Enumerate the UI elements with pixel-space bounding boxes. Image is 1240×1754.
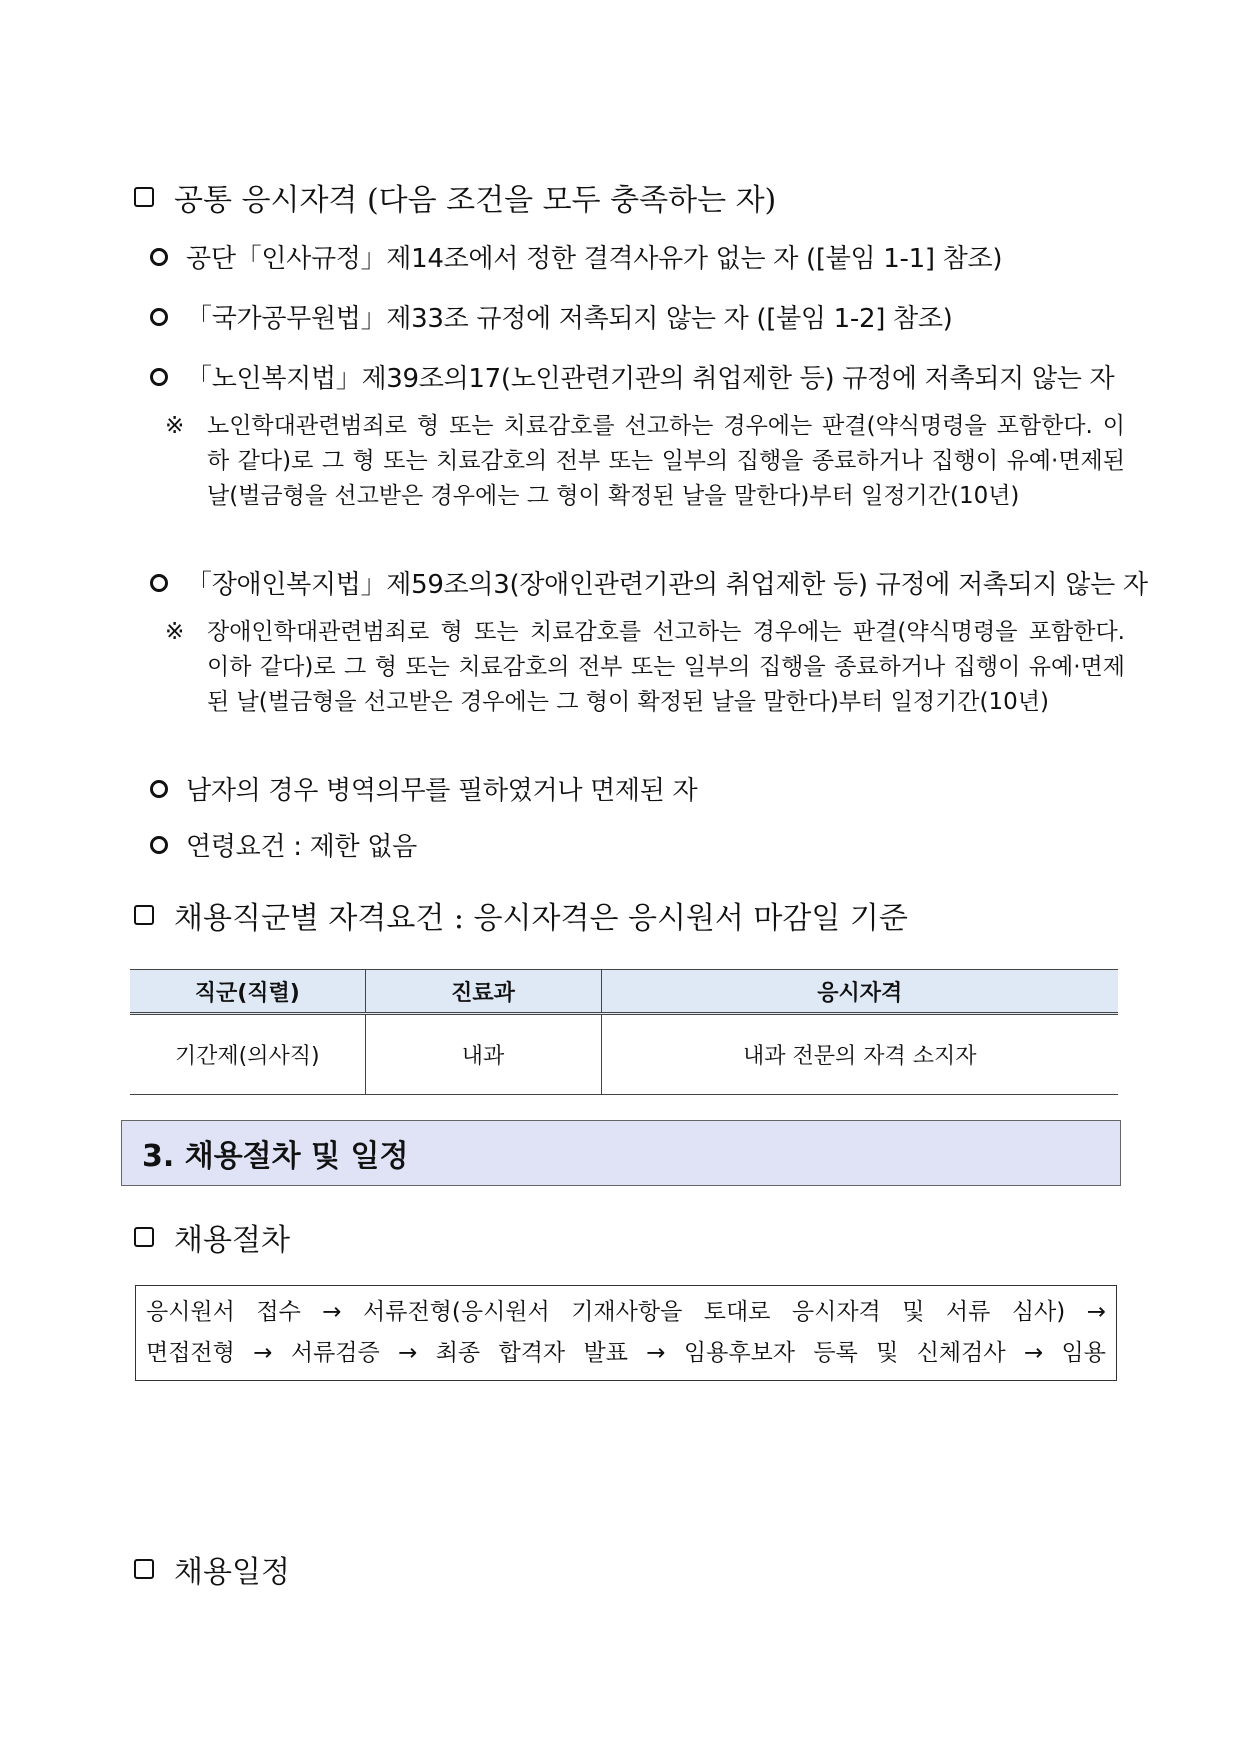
table-row: [130, 1014, 1118, 1095]
qualification-item-text: 연령요건 : 제한 없음: [186, 832, 417, 862]
table-cell: 기간제(의사직): [130, 1014, 365, 1095]
procedure-heading-text: 채용절차: [174, 1223, 290, 1258]
qualification-note: [165, 615, 1125, 720]
procedure-line: 응시원서 접수 → 서류전형(응시원서 기재사항을 토대로 응시자격 및 서류 심사) →: [146, 1299, 1106, 1325]
qualification-item: [150, 770, 1120, 807]
schedule-heading-text: 채용일정: [174, 1555, 290, 1590]
qualification-note-text: 노인학대관련범죄로 형 또는 치료감호를 선고하는 경우에는 판결(약식명령을 포함한다. 이하 같다)로 그 형 또는 치료감호의 전부 또는 일부의 집행을 종료하거나 집행이 유예·면제된 날(벌금형을 선고받은 경우에는 그 형이 확정된 날을 말한다)부터 일정기간(10년): [207, 413, 1125, 509]
qualification-item: [150, 238, 1120, 275]
qualification-item: [150, 358, 1120, 395]
job-qualification-heading: [134, 893, 908, 937]
circle-bullet-icon: [150, 836, 168, 854]
section-title: 3. 채용절차 및 일정: [142, 1139, 409, 1174]
qualification-item: [150, 826, 1120, 863]
qualification-item-text: 「노인복지법」제39조의17(노인관련기관의 취업제한 등) 규정에 저촉되지 않는 자: [186, 364, 1115, 394]
qualification-item: [150, 564, 1148, 601]
qualification-item-text: 공단「인사규정」제14조에서 정한 결격사유가 없는 자 ([붙임 1-1] 참조): [186, 244, 1003, 274]
circle-bullet-icon: [150, 574, 168, 592]
qualification-table: [130, 969, 1118, 1095]
checkbox-square-icon: [134, 1559, 154, 1579]
checkbox-square-icon: [134, 187, 154, 207]
table-header-row: [130, 970, 1118, 1014]
checkbox-square-icon: [134, 1227, 154, 1247]
table-cell: 내과: [365, 1014, 601, 1095]
table-header-cell: 직군(직렬): [130, 970, 365, 1014]
schedule-heading: [134, 1547, 290, 1591]
procedure-line: 면접전형 → 서류검증 → 최종 합격자 발표 → 임용후보자 등록 및 신체검사 → 임용: [146, 1340, 1106, 1366]
qualification-item-text: 남자의 경우 병역의무를 필하였거나 면제된 자: [186, 776, 698, 806]
section-title-bar: [121, 1120, 1121, 1186]
table-header-cell: 응시자격: [601, 970, 1118, 1014]
circle-bullet-icon: [150, 368, 168, 386]
qualification-item: [150, 298, 1120, 335]
qualification-item-text: 「국가공무원법」제33조 규정에 저촉되지 않는 자 ([붙임 1-2] 참조): [186, 304, 953, 334]
circle-bullet-icon: [150, 780, 168, 798]
qualification-item-text: 「장애인복지법」제59조의3(장애인관련기관의 취업제한 등) 규정에 저촉되지 않는 자: [186, 570, 1148, 600]
qualification-note: [165, 409, 1125, 514]
circle-bullet-icon: [150, 308, 168, 326]
common-qualification-heading: [134, 175, 776, 219]
qualification-note-text: 장애인학대관련범죄로 형 또는 치료감호를 선고하는 경우에는 판결(약식명령을 포함한다. 이하 같다)로 그 형 또는 치료감호의 전부 또는 일부의 집행을 종료하거나 집행이 유예·면제된 날(벌금형을 선고받은 경우에는 그 형이 확정된 날을 말한다)부터 일정기간(10년): [207, 619, 1125, 715]
note-mark: ※: [165, 413, 185, 439]
procedure-heading: [134, 1215, 290, 1259]
job-qualification-heading-text: 채용직군별 자격요건 : 응시자격은 응시원서 마감일 기준: [174, 901, 908, 936]
circle-bullet-icon: [150, 248, 168, 266]
procedure-box: [135, 1285, 1117, 1381]
note-mark: ※: [165, 619, 185, 645]
checkbox-square-icon: [134, 905, 154, 925]
common-qualification-heading-text: 공통 응시자격 (다음 조건을 모두 충족하는 자): [174, 183, 777, 218]
table-cell: 내과 전문의 자격 소지자: [601, 1014, 1118, 1095]
table-header-cell: 진료과: [365, 970, 601, 1014]
